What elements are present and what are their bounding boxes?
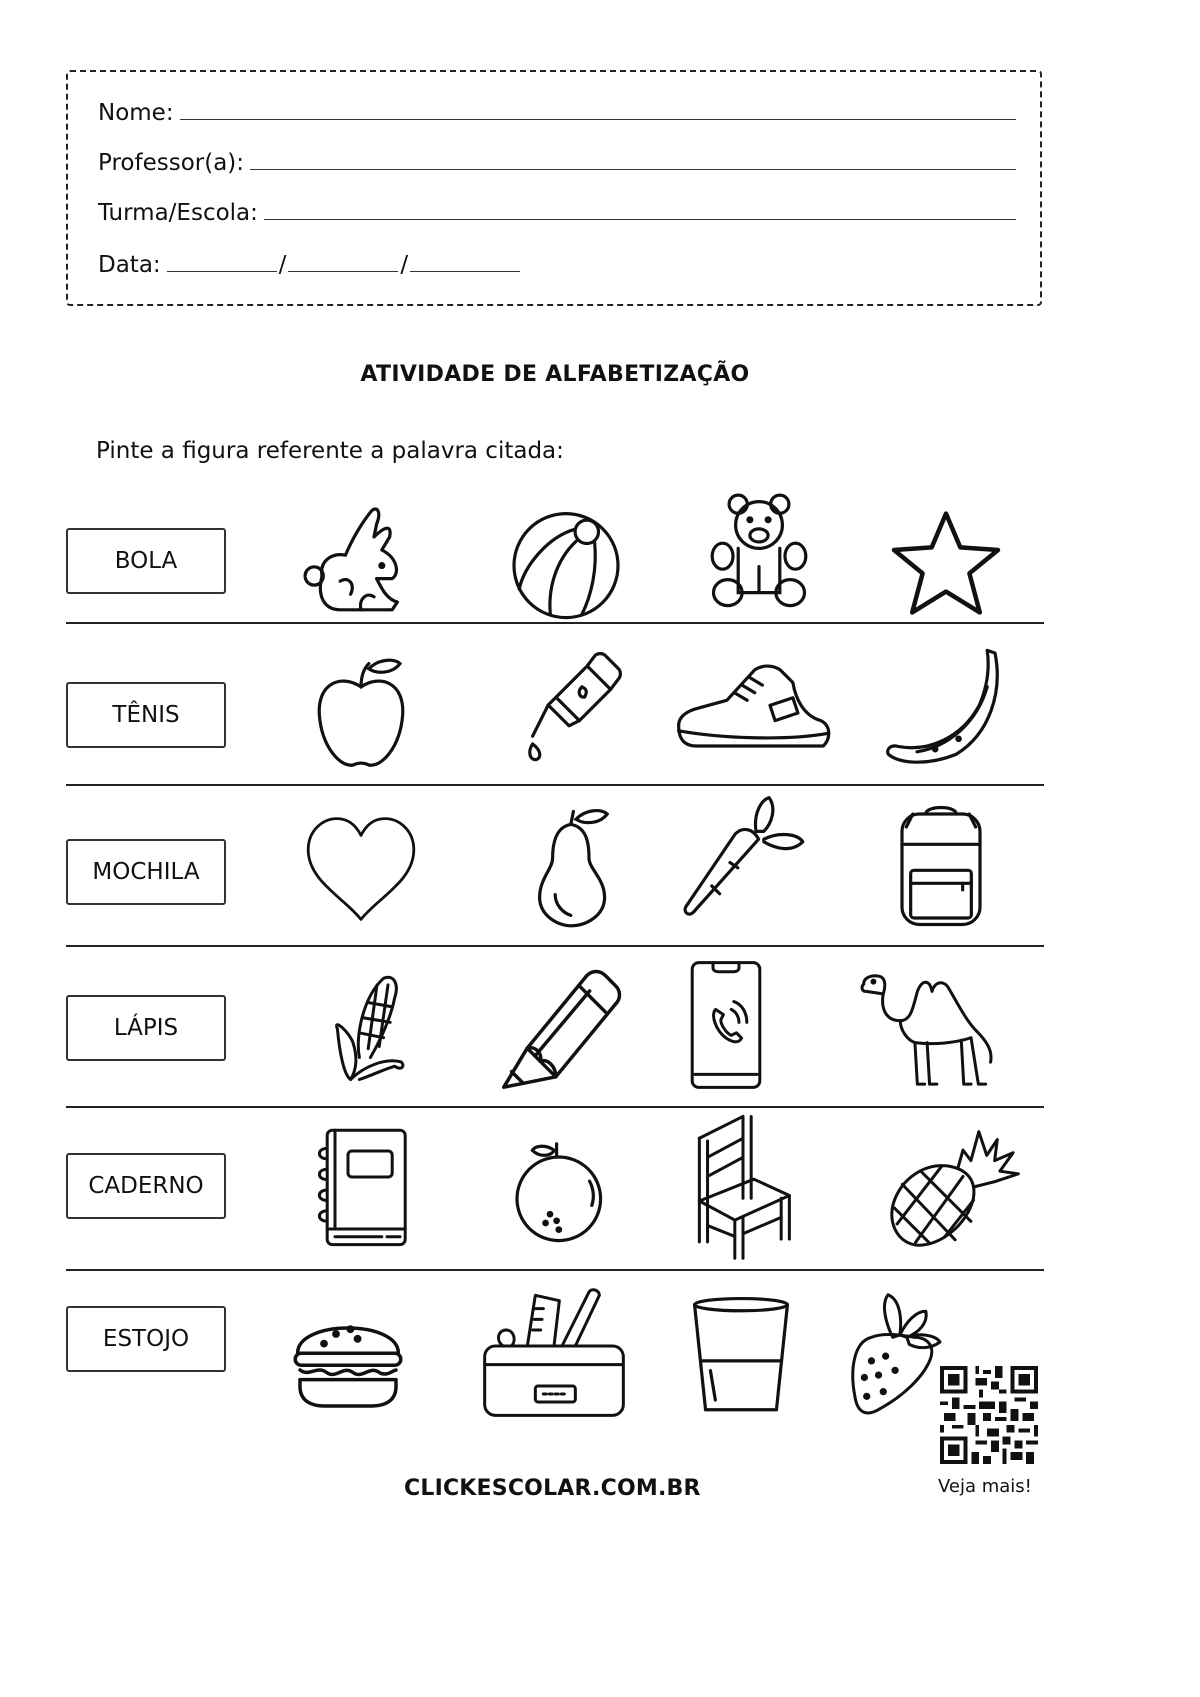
word-box [66,1153,226,1219]
word-box [66,839,226,905]
apple-icon[interactable] [296,648,426,778]
date-day-line[interactable] [167,271,277,272]
date-label: Data: [98,252,161,278]
date-field[interactable] [98,252,520,278]
date-separator: / [278,252,287,278]
class-school-field[interactable] [98,200,1016,226]
hamburger-icon[interactable] [288,1298,408,1418]
teddy-bear-icon[interactable] [694,486,824,616]
orange-icon[interactable] [506,1135,616,1245]
qr-caption: Veja mais! [938,1476,1032,1497]
rabbit-icon[interactable] [296,498,426,628]
word-label: CADERNO [88,1173,204,1199]
row-divider [66,1269,1044,1271]
sneaker-icon[interactable] [671,648,836,778]
corn-icon[interactable] [311,965,421,1095]
row-divider [66,622,1044,624]
camel-icon[interactable] [858,967,1006,1089]
smartphone-icon[interactable] [686,960,766,1090]
website-link[interactable]: CLICKESCOLAR.COM.BR [404,1476,701,1501]
heart-icon[interactable] [301,809,421,929]
row-divider [66,784,1044,786]
pineapple-icon[interactable] [876,1117,1021,1257]
glass-of-water-icon[interactable] [686,1294,796,1418]
name-label: Nome: [98,100,174,126]
student-info-box [66,70,1042,306]
backpack-icon[interactable] [886,801,996,931]
word-label: ESTOJO [102,1326,190,1352]
exercise-row-estojo [66,1280,1044,1430]
instruction-text: Pinte a figura referente a palavra citada: [96,438,564,464]
row-divider [66,1106,1044,1108]
exercise-row-mochila [66,795,1044,945]
word-box [66,1306,226,1372]
row-divider [66,945,1044,947]
date-separator: / [400,252,409,278]
pencil-case-icon[interactable] [474,1284,634,1424]
page-title: ATIVIDADE DE ALFABETIZAÇÃO [360,362,750,387]
class-school-label: Turma/Escola: [98,200,258,226]
pear-icon[interactable] [511,801,641,931]
name-field[interactable] [98,100,1016,126]
word-box [66,682,226,748]
exercise-row-tenis [66,640,1044,790]
word-label: LÁPIS [113,1015,179,1041]
word-box [66,995,226,1061]
word-label: TÊNIS [112,702,180,728]
qr-code-icon[interactable] [940,1366,1038,1464]
teacher-line[interactable] [250,168,1016,170]
exercise-row-lapis [66,955,1044,1105]
chair-icon[interactable] [688,1111,798,1261]
exercise-row-caderno [66,1115,1044,1265]
name-line[interactable] [180,118,1016,120]
teacher-field[interactable] [98,150,1016,176]
banana-icon[interactable] [878,640,1008,770]
class-school-line[interactable] [264,218,1016,220]
notebook-icon[interactable] [306,1125,416,1255]
date-month-line[interactable] [288,271,398,272]
word-label: BOLA [114,548,178,574]
pencil-icon[interactable] [496,965,626,1095]
date-year-line[interactable] [410,271,520,272]
teacher-label: Professor(a): [98,150,245,176]
star-icon[interactable] [881,498,1011,628]
glue-bottle-icon[interactable] [504,640,634,770]
exercise-row-bola [66,498,1044,648]
beach-ball-icon[interactable] [501,498,631,628]
word-label: MOCHILA [92,859,200,885]
carrot-icon[interactable] [678,795,808,925]
word-box [66,528,226,594]
